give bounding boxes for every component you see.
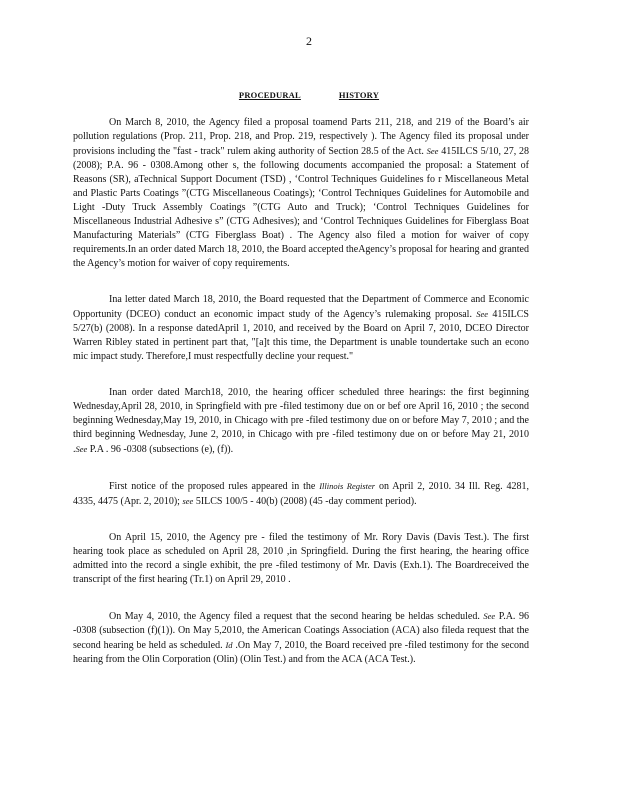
paragraph-text: on April 2, 2010. 34 Ill. Reg. 4281, 4335, 4475 (Apr. 2, 2010);: [73, 481, 530, 507]
paragraph-first-notice: [73, 479, 529, 509]
paragraph-dceo-request: [73, 293, 529, 364]
paragraph-text: First notice of the proposed rules appeared in the: [109, 481, 320, 492]
paragraph-text: P.A . 96 -0308 (subsections (e), (f)).: [87, 444, 234, 455]
paragraph-text: P.A. 96 -0308 (subsection (f)(1)). On May 5,2010, the American Coatings Association (ACA) also fileda request that the second hearing be held as scheduled.: [73, 611, 529, 651]
paragraph-text: Ina letter dated March 18, 2010, the Board requested that the Department of Commerce and Economic Opportunity (DCEO) conduct an economic impact study of the Agency’s rulemaking proposal.: [73, 294, 529, 320]
paragraph-first-hearing: [73, 531, 529, 587]
citation-signal: see: [182, 496, 194, 506]
paragraph-proposal-filing: [73, 116, 529, 271]
document-body: [73, 116, 529, 689]
paragraph-hearing-schedule: [73, 386, 529, 457]
citation-signal: See: [75, 444, 88, 454]
publication-title: Illinois Register: [319, 481, 376, 491]
citation-signal: See: [483, 611, 496, 621]
paragraph-text: 415ILCS 5/10, 27, 28 (2008); P.A. 96 - 0308.Among other s, the following documents accompanied the proposal: a Statement of Reasons (SR), aTechnical Support Document (TSD) , ‘Control Techniques Guidelines fo r Miscellaneous Metal and Plastic Parts Coatings ”(CTG Miscellaneous Coatings); ‘Control Techniques Guidelines for Automobile and Light -Duty Truck Assembly Coatings ”(CTG Auto and Truck); ‘Control Techniques Guidelines for Miscellaneous Industrial Adhesive s” (CTG Adhesives); and ‘Control Techniques Guidelines for Fiberglass Boat Manufacturing Materials” (CTG Fiberglass Boat) . The Agency also filed a motion for waiver of copy requirements.In an order dated March 18, 2010, the Board accepted theAgency’s proposal for hearing and granted the Agency’s motion for waiver of copy requirements.: [73, 146, 529, 269]
citation-signal: See: [426, 146, 439, 156]
heading-part-history: HISTORY: [338, 90, 380, 100]
paragraph-text: 5ILCS 100/5 - 40(b) (2008) (45 -day comment period).: [193, 496, 417, 507]
paragraph-text: On May 4, 2010, the Agency filed a request that the second hearing be heldas scheduled.: [109, 611, 484, 622]
paragraph-text: On April 15, 2010, the Agency pre - filed the testimony of Mr. Rory Davis (Davis Test.). The first hearing took place as scheduled on April 28, 2010 ,in Springfield. During the first hearing, the hearing office admitted into the record a single exhibit, the pre -filed testimony of Mr. Davis (Exh.1). The Boardreceived the transcript of the first hearing (Tr.1) on April 29, 2010 .: [73, 532, 529, 585]
citation-signal: Id: [225, 640, 233, 650]
paragraph-second-hearing: [73, 609, 529, 667]
heading-part-procedural: PROCEDURAL: [238, 90, 301, 100]
paragraph-text: On March 8, 2010, the Agency filed a proposal toamend Parts 211, 218, and 219 of the Board’s air pollution regulations (Prop. 211, Prop. 218, and Prop. 219, respectively ). The Agency filed its proposal under provisions including the "fast - track" rulem aking authority of Section 28.5 of the Act.: [73, 117, 529, 157]
citation-signal: See: [476, 309, 489, 319]
section-heading: [0, 90, 618, 100]
page-number: 2: [306, 34, 312, 48]
paragraph-text: 415ILCS 5/27(b) (2008). In a response datedApril 1, 2010, and received by the Board on April 7, 2010, DCEO Director Warren Ribley stated in pertinent part that, "[a]t this time, the Department is unable toundertake such an econo mic impact study. Therefore,I must respectfully decline your request.": [73, 309, 529, 362]
paragraph-text: .On May 7, 2010, the Board received pre -filed testimony for the second hearing from the Olin Corporation (Olin) (Olin Test.) and from the ACA (ACA Test.).: [73, 640, 529, 665]
paragraph-text: Inan order dated March18, 2010, the hearing officer scheduled three hearings: the first beginning Wednesday,April 28, 2010, in Springfield with pre -filed testimony due on or bef ore April 16, 2010 ; the second beginning Wednesday,May 19, 2010, in Chicago with pre -filed testimony due on or before May 7, 2010 ; and the third beginning Wednesday, June 2, 2010, in Chicago with pre -filed testimony due on or before May 21, 2010 .: [73, 387, 529, 455]
